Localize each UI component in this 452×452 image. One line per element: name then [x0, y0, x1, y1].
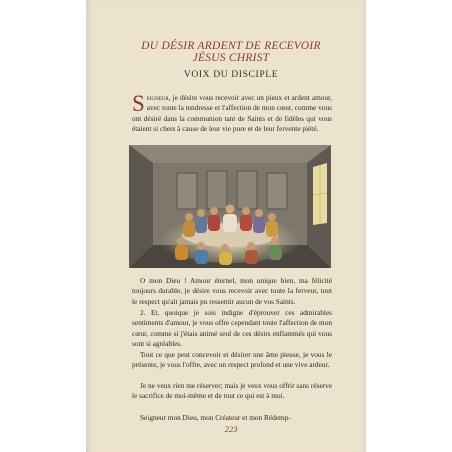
back-window-1 — [177, 173, 197, 209]
paragraph-2-text: O mon Dieu ! Amour éternel, mon unique bien, ma félicité toujours durable, je désire vous recevoir avec toute la ferveur, tout le respect qu'ait jamais pu ressentir aucun de vos Saints. — [132, 276, 332, 306]
paragraph-4 — [132, 350, 332, 371]
small-caps-word: eigneur — [146, 93, 169, 102]
last-supper-illustration — [129, 145, 331, 268]
section-subtitle: VOIX DU DISCIPLE — [183, 69, 279, 80]
paragraph-5-text: Je ne veux rien me réserver; mais je veux vous offrir sans réserve le sacrifice de moi-même et de tout ce qui est à moi. — [132, 381, 332, 401]
paragraph-1 — [132, 93, 332, 135]
back-window-4 — [267, 173, 287, 209]
chapter-title — [126, 40, 336, 64]
paragraph-6-text: Seigneur mon Dieu, mon Créateur et mon Rédemp- — [140, 413, 291, 422]
paragraph-2 — [132, 276, 332, 307]
ceiling — [129, 145, 331, 163]
paragraph-6 — [132, 413, 332, 423]
drop-cap: S — [132, 91, 145, 116]
paragraph-4-text: Tout ce que peut concevoir et désirer une âme pieuse, je vous le présente, je vous l'offre, avec un respect profond et une vive ardeur. — [132, 350, 332, 370]
chapter-title-line-2: JÉSUS CHRIST — [192, 52, 270, 64]
paragraph-1-text: , je désire vous recevoir avec un pieux et ardent amour, avec toute la tendresse et l'affection de mon cœur, comme vous ont désiré dans la communion tant de Saints et de fidèles qui vous étaient si chers à cause de leur vie pure et de leur fervente piété. — [132, 93, 332, 134]
paragraph-5 — [132, 381, 332, 402]
book-page — [86, 0, 366, 452]
paragraph-3 — [132, 308, 332, 350]
page-number: 223 — [224, 424, 238, 434]
paragraph-3-text: 2. Et, quoique je sois indigne d'éprouver ces admirables sentiments d'amour, je vous offre cependant toute l'affection de mon cœur, comme si j'étais animé seul de ces désirs enflammés qui vous sont si agréables. — [132, 308, 332, 349]
chapter-title-line-1: DU DÉSIR ARDENT DE RECEVOIR — [141, 40, 321, 52]
